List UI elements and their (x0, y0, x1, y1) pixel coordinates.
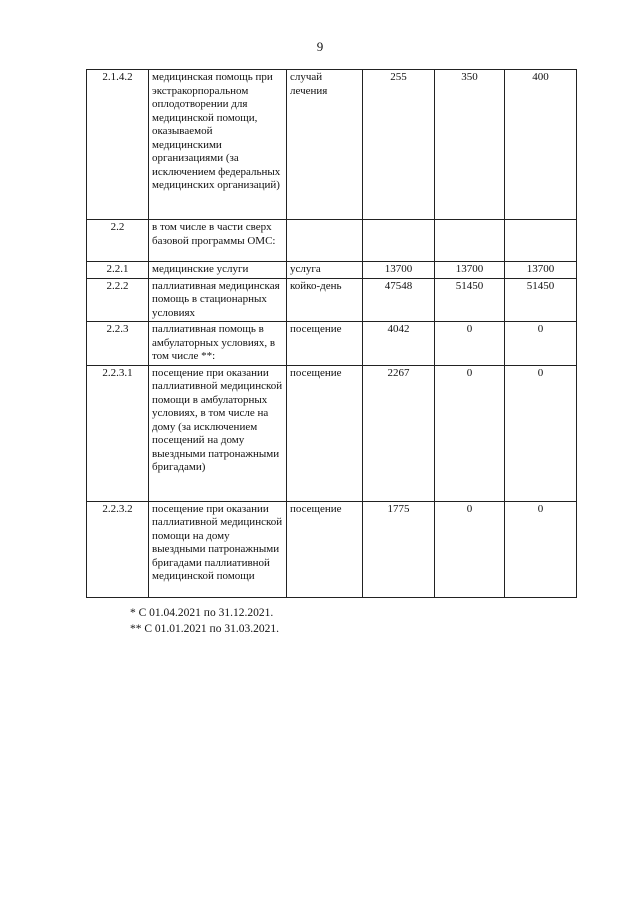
row-number: 2.2 (87, 220, 149, 262)
row-value-3: 0 (505, 501, 577, 597)
row-value-1: 255 (363, 70, 435, 220)
table-row (87, 365, 577, 501)
footnote: * С 01.04.2021 по 31.12.2021. (130, 607, 274, 619)
row-value-1: 13700 (363, 262, 435, 279)
row-name: посещение при оказании паллиативной медицинской помощи в амбулаторных условиях, в том числе на дому (за исключением посещений на дому выездными патронажными бригадами) (149, 365, 287, 501)
row-value-1: 2267 (363, 365, 435, 501)
row-value-2: 0 (435, 365, 505, 501)
row-unit (287, 220, 363, 262)
row-value-2: 51450 (435, 278, 505, 322)
row-unit: посещение (287, 501, 363, 597)
row-unit: посещение (287, 322, 363, 366)
row-value-1: 1775 (363, 501, 435, 597)
row-number: 2.1.4.2 (87, 70, 149, 220)
row-value-3 (505, 220, 577, 262)
table-row (87, 262, 577, 279)
row-number: 2.2.3.1 (87, 365, 149, 501)
row-value-3: 400 (505, 70, 577, 220)
row-value-3: 51450 (505, 278, 577, 322)
row-value-3: 0 (505, 322, 577, 366)
table-row (87, 70, 577, 220)
page-number: 9 (316, 39, 324, 54)
data-table (86, 69, 577, 598)
row-unit: случай лечения (287, 70, 363, 220)
row-value-1: 47548 (363, 278, 435, 322)
row-name: медицинская помощь при экстракорпоральном оплодотворении для медицинской помощи, оказываемой медицинскими организациями (за исключением федеральных медицинских организаций) (149, 70, 287, 220)
row-unit: койко-день (287, 278, 363, 322)
table-row (87, 322, 577, 366)
row-value-1: 4042 (363, 322, 435, 366)
row-value-1 (363, 220, 435, 262)
row-value-3: 0 (505, 365, 577, 501)
row-value-2: 350 (435, 70, 505, 220)
row-name: паллиативная помощь в амбулаторных условиях, в том числе **: (149, 322, 287, 366)
row-number: 2.2.1 (87, 262, 149, 279)
row-value-2: 0 (435, 501, 505, 597)
row-number: 2.2.3 (87, 322, 149, 366)
row-unit: посещение (287, 365, 363, 501)
row-unit: услуга (287, 262, 363, 279)
row-name: медицинские услуги (149, 262, 287, 279)
table-row (87, 278, 577, 322)
row-value-3: 13700 (505, 262, 577, 279)
row-number: 2.2.3.2 (87, 501, 149, 597)
row-value-2 (435, 220, 505, 262)
table-row (87, 220, 577, 262)
row-value-2: 13700 (435, 262, 505, 279)
row-name: посещение при оказании паллиативной медицинской помощи на дому выездными патронажными бригадами паллиативной медицинской помощи (149, 501, 287, 597)
row-number: 2.2.2 (87, 278, 149, 322)
footnotes (130, 605, 279, 637)
row-name: в том числе в части сверх базовой программы ОМС: (149, 220, 287, 262)
row-name: паллиативная медицинская помощь в стационарных условиях (149, 278, 287, 322)
footnote: ** С 01.01.2021 по 31.03.2021. (130, 623, 279, 635)
table-row (87, 501, 577, 597)
row-value-2: 0 (435, 322, 505, 366)
